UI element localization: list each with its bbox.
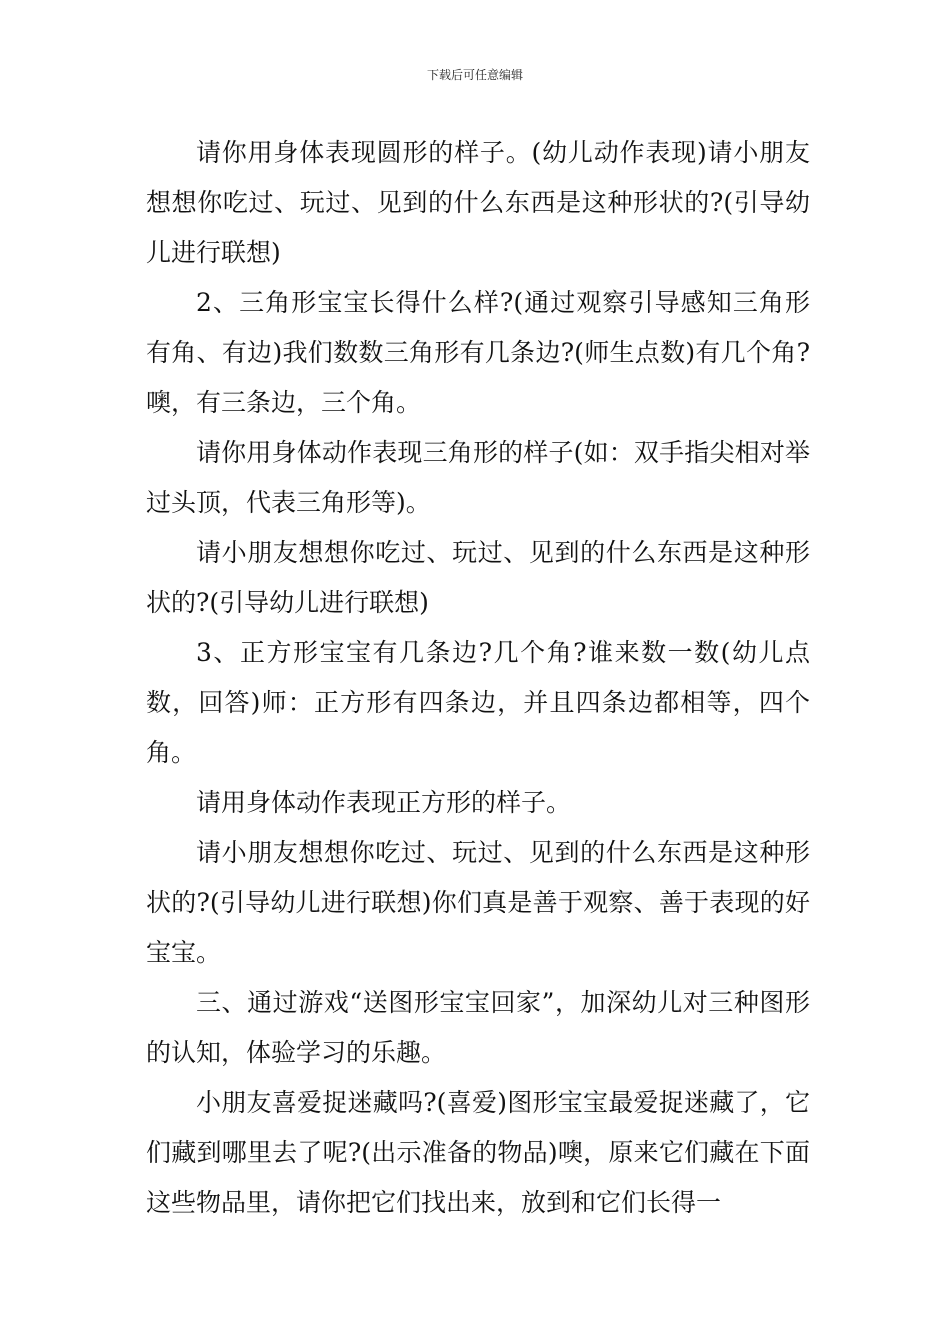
paragraph-square-shape: 3、正方形宝宝有几条边?几个角?谁来数一数(幼儿点数，回答)师：正方形有四条边，并且四条边都相等，四个角。: [146, 638, 810, 767]
paragraph-game-section: 三、通过游戏“送图形宝宝回家”，加深幼儿对三种图形的认知，体验学习的乐趣。: [146, 988, 810, 1067]
paragraph-circle-expression: 请你用身体表现圆形的样子。(幼儿动作表现)请小朋友想想你吃过、玩过、见到的什么东西是这种形状的?(引导幼儿进行联想): [146, 138, 810, 267]
paragraph-square-association: 请小朋友想想你吃过、玩过、见到的什么东西是这种形状的?(引导幼儿进行联想)你们真是善于观察、善于表现的好宝宝。: [146, 838, 810, 967]
paragraph-square-expression: 请用身体动作表现正方形的样子。: [196, 788, 572, 817]
paragraph-triangle-expression: 请你用身体动作表现三角形的样子(如：双手指尖相对举过头顶，代表三角形等)。: [146, 438, 810, 517]
paragraph-triangle-association: 请小朋友想想你吃过、玩过、见到的什么东西是这种形状的?(引导幼儿进行联想): [146, 538, 810, 617]
header-note: 下载后可任意编辑: [426, 68, 523, 82]
paragraph-triangle-shape: 2、三角形宝宝长得什么样?(通过观察引导感知三角形有角、有边)我们数数三角形有几条边?(师生点数)有几个角?噢，有三条边，三个角。: [146, 288, 810, 417]
document-body: [146, 128, 810, 1228]
paragraph-hide-and-seek: 小朋友喜爱捉迷藏吗?(喜爱)图形宝宝最爱捉迷藏了，它们藏到哪里去了呢?(出示准备的物品)噢，原来它们藏在下面这些物品里，请你把它们找出来，放到和它们长得一: [146, 1088, 810, 1217]
